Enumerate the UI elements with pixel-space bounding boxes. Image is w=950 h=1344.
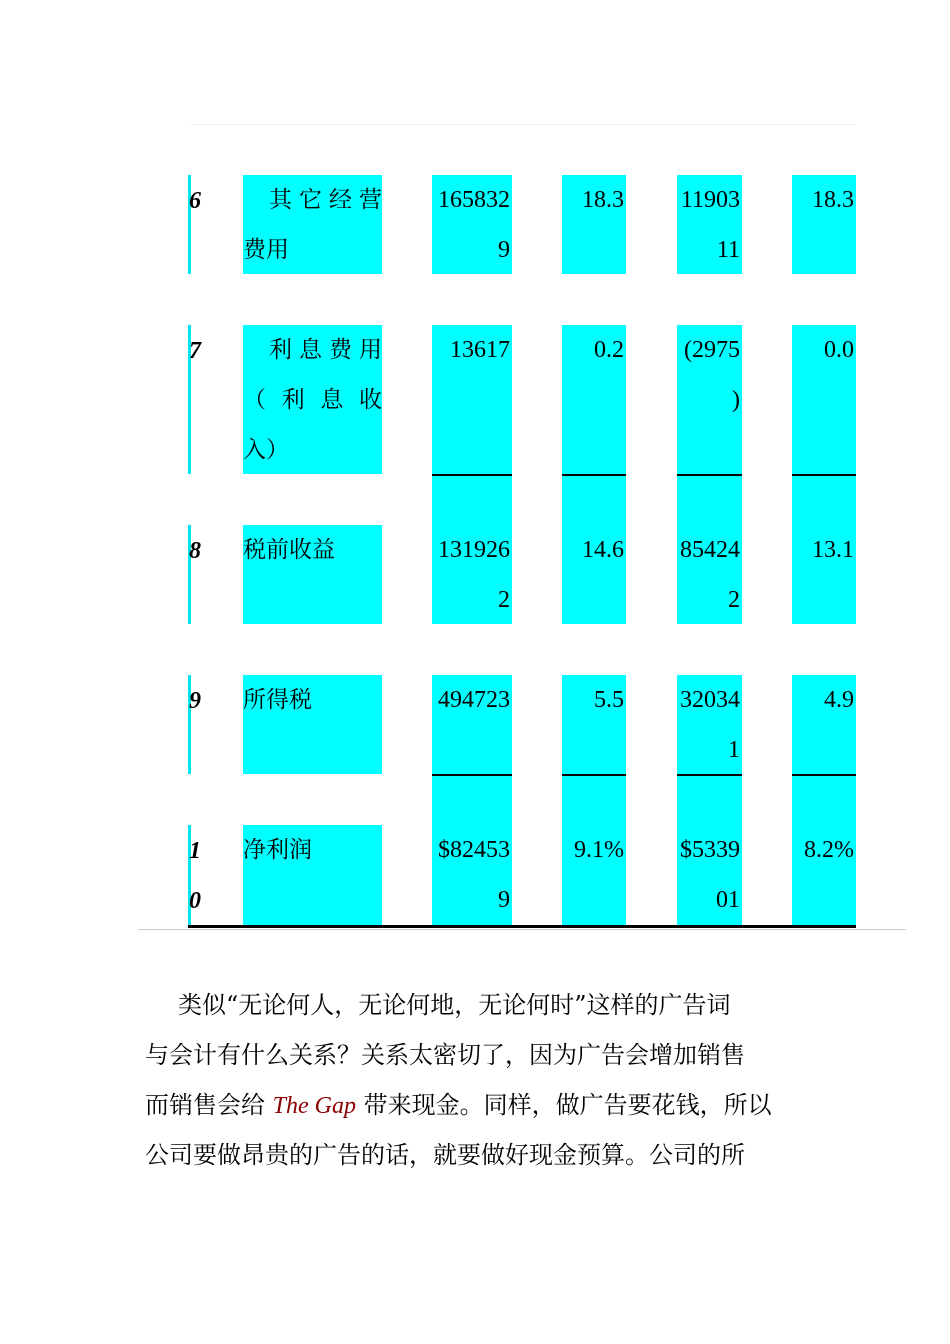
amount-cell: $5339 01 bbox=[677, 825, 742, 925]
amount-cell: 11903 11 bbox=[677, 175, 742, 274]
page-divider bbox=[138, 929, 906, 930]
row-label: 所得税 bbox=[243, 675, 382, 774]
row-number: 6 bbox=[189, 188, 201, 214]
row-label: 税前收益 bbox=[243, 525, 382, 624]
amount-cell: (2975 ) bbox=[677, 325, 742, 474]
table-bottom-rule bbox=[188, 925, 856, 928]
row-number: 8 bbox=[189, 538, 201, 564]
percent-cell: 9.1% bbox=[562, 825, 626, 925]
percent-cell: 0.0 bbox=[792, 325, 856, 474]
row-number: 1 0 bbox=[189, 838, 201, 914]
percent-cell: 5.5 bbox=[562, 675, 626, 774]
cell-fill bbox=[562, 776, 626, 825]
percent-cell: 0.2 bbox=[562, 325, 626, 474]
paragraph-line: 而销售会给 The Gap 带来现金。同样，做广告要花钱，所以 bbox=[145, 1091, 772, 1119]
percent-cell: 8.2% bbox=[792, 825, 856, 925]
row-label: 其它经营 费用 bbox=[243, 175, 382, 274]
brand-name: The Gap bbox=[272, 1093, 356, 1119]
percent-cell: 18.3 bbox=[562, 175, 626, 274]
amount-cell: $82453 9 bbox=[432, 825, 512, 925]
cell-fill bbox=[677, 476, 742, 525]
paragraph-line: 与会计有什么关系？关系太密切了，因为广告会增加销售 bbox=[145, 1041, 745, 1069]
top-rule bbox=[190, 124, 856, 125]
paragraph-line: 公司要做昂贵的广告的话，就要做好现金预算。公司的所 bbox=[145, 1141, 745, 1169]
percent-cell: 14.6 bbox=[562, 525, 626, 624]
percent-cell: 18.3 bbox=[792, 175, 856, 274]
cell-fill bbox=[677, 776, 742, 825]
row-number: 9 bbox=[189, 688, 201, 714]
percent-cell: 4.9 bbox=[792, 675, 856, 774]
amount-cell: 13617 bbox=[432, 325, 512, 474]
paragraph-line: 类似“无论何人，无论何地，无论何时”这样的广告词 bbox=[178, 991, 731, 1019]
cell-fill bbox=[792, 476, 856, 525]
amount-cell: 494723 bbox=[432, 675, 512, 774]
cell-fill bbox=[562, 476, 626, 525]
cell-fill bbox=[432, 476, 512, 525]
amount-cell: 131926 2 bbox=[432, 525, 512, 624]
body-paragraph bbox=[145, 980, 809, 1180]
amount-cell: 85424 2 bbox=[677, 525, 742, 624]
row-label: 利息费用 （利息收 入） bbox=[243, 325, 382, 474]
percent-cell: 13.1 bbox=[792, 525, 856, 624]
cell-fill bbox=[792, 776, 856, 825]
amount-cell: 32034 1 bbox=[677, 675, 742, 774]
amount-cell: 165832 9 bbox=[432, 175, 512, 274]
row-number: 7 bbox=[189, 338, 201, 364]
row-label: 净利润 bbox=[243, 825, 382, 925]
cell-fill bbox=[432, 776, 512, 825]
